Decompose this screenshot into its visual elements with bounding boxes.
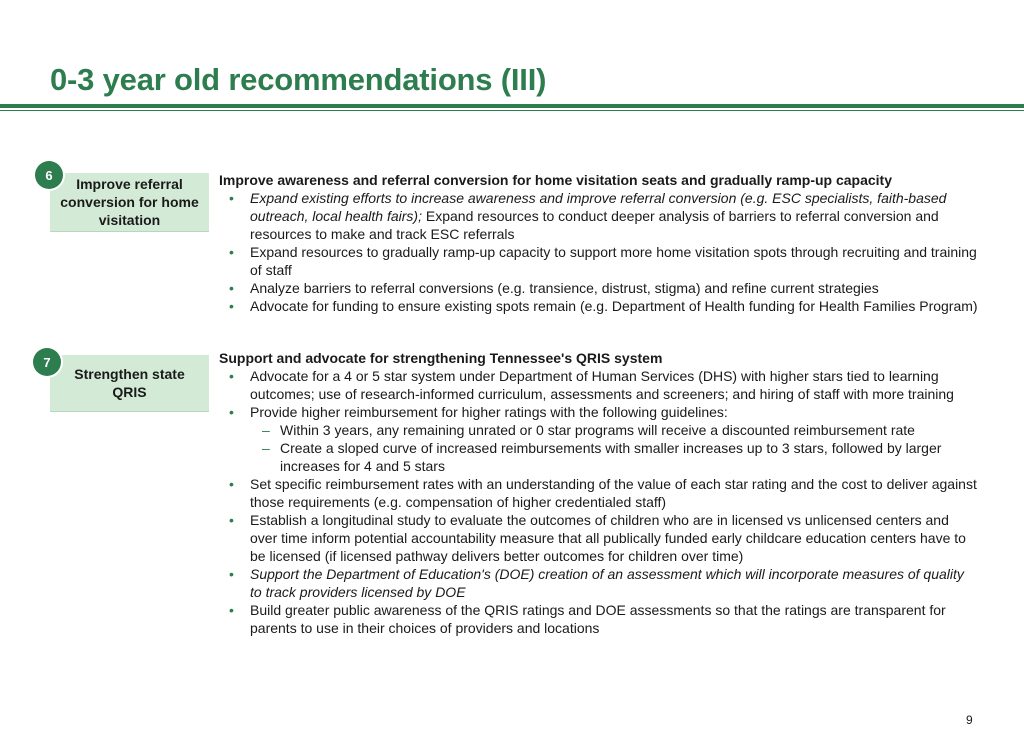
bullet-text: Analyze barriers to referral conversions (e.g. transience, distrust, stigma) and refine current strategies [250,280,879,296]
sub-bullets [250,421,979,475]
bullet-text: Set specific reimbursement rates with an understanding of the value of each star rating and the cost to deliver against those requirements (e.g. compensation of higher credentialed staff) [250,476,977,510]
bullet-text: Expand resources to conduct deeper analysis of barriers to referral conversion and resources to make and track ESC referrals [250,208,939,242]
bullet-text: Expand resources to gradually ramp-up capacity to support more home visitation spots through recruiting and training of staff [250,244,977,278]
recommendation-7-section [219,349,979,637]
recommendation-6-section [219,171,979,315]
recommendation-6-label-box [50,173,209,232]
recommendation-6-bullets [219,189,979,315]
bullet-text: Provide higher reimbursement for higher ratings with the following guidelines: [250,404,728,420]
recommendation-7-number: 7 [43,354,51,370]
bullet-text: Establish a longitudinal study to evaluate the outcomes of children who are in licensed vs unlicensed centers and over time inform potential accountability measure that all publically funded early childcare education centers have to be licensed (if licensed pathway delivers better outcomes for children over time) [250,512,966,564]
recommendation-7-heading: Support and advocate for strengthening Tennessee's QRIS system [219,350,663,366]
page-number: 9 [966,713,973,727]
bullet-text: Build greater public awareness of the QRIS ratings and DOE assessments so that the ratings are transparent for parents to use in their choices of providers and locations [250,602,946,636]
recommendation-6-label: Improve referral conversion for home visitation [60,176,199,228]
bullet-item [219,189,979,243]
recommendation-6-heading: Improve awareness and referral conversion for home visitation seats and gradually ramp-up capacity [219,172,893,188]
bullet-item [219,475,979,511]
bullet-item [219,279,979,297]
recommendation-7-number-badge [33,348,61,376]
title-divider-thick [0,104,1024,108]
bullet-text: Advocate for a 4 or 5 star system under Department of Human Services (DHS) with higher stars tied to learning outcomes; use of research-informed curriculum, assessments and screeners; and hiring of staff with more training [250,368,954,402]
bullet-item [219,243,979,279]
bullet-italic-text: Support the Department of Education's (DOE) creation of an assessment which will incorporate measures of quality to track providers licensed by DOE [250,566,964,600]
bullet-item [219,511,979,565]
sub-bullet-item: – Create a sloped curve of increased reimbursements with smaller increases up to 3 stars, followed by larger increases for 4 and 5 stars [250,439,979,475]
bullet-item [219,297,979,315]
bullet-item [219,403,979,475]
recommendation-6-number: 6 [45,167,53,183]
recommendation-7-label-box [50,355,209,412]
bullet-item [219,565,979,601]
recommendation-7-label: Strengthen state QRIS [74,366,185,400]
title-divider-thin [0,110,1024,111]
recommendation-7-bullets [219,367,979,637]
bullet-italic-text: Expand existing efforts to increase awareness and improve referral conversion (e.g. ESC specialists, faith-based outreach, local health fairs); [250,190,947,224]
recommendation-6-number-badge [35,161,63,189]
bullet-text: Advocate for funding to ensure existing spots remain (e.g. Department of Health funding for Health Families Program) [250,298,978,314]
bullet-item [219,601,979,637]
bullet-item [219,367,979,403]
sub-bullet-item: – Within 3 years, any remaining unrated or 0 star programs will receive a discounted reimbursement rate [250,421,979,439]
page-title: 0-3 year old recommendations (III) [50,62,547,97]
